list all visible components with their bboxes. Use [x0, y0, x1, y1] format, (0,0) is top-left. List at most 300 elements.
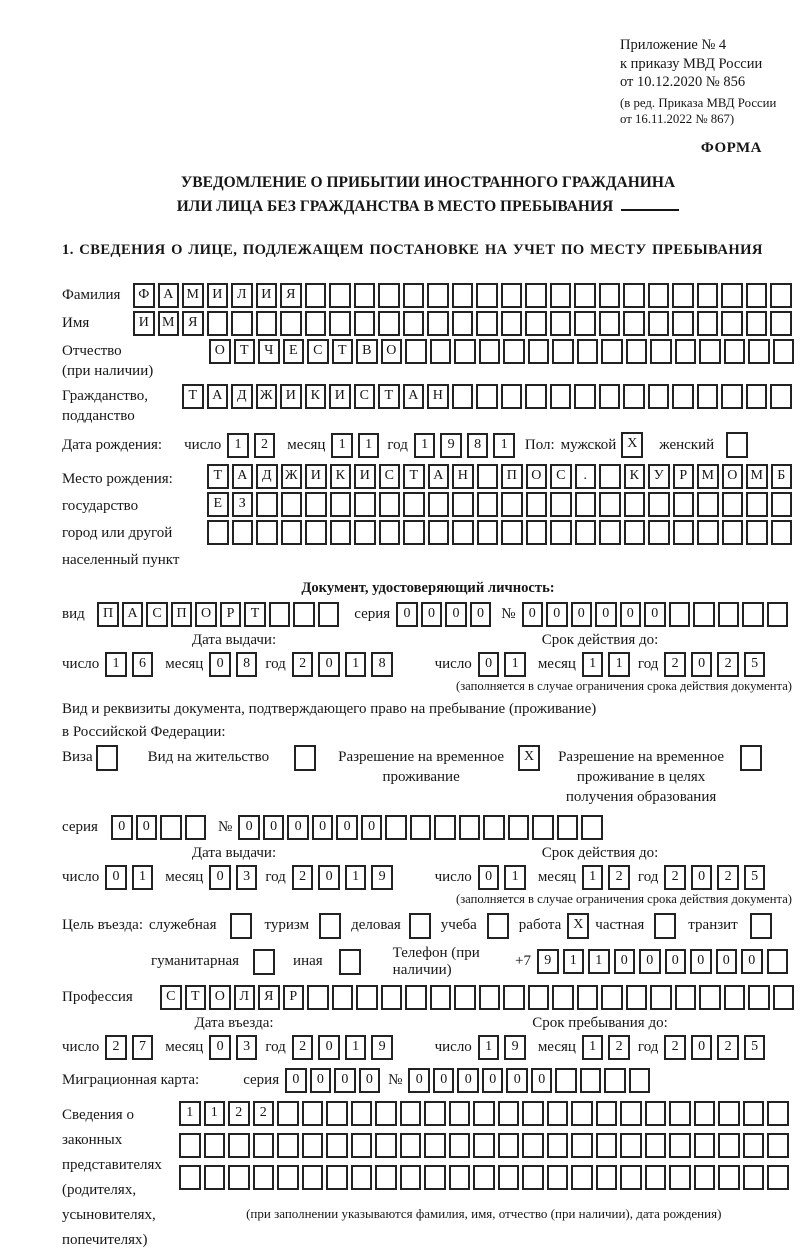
form-cell — [767, 1101, 789, 1126]
form-cell — [626, 339, 648, 364]
form-cell — [629, 1068, 651, 1093]
form-cell — [454, 339, 476, 364]
form-cell — [434, 815, 456, 840]
doc-expiry-note: (заполняется в случае ограничения срока действия документа) — [456, 679, 792, 694]
form-cell — [525, 283, 547, 308]
appendix-line: Приложение № 4 — [620, 37, 727, 53]
form-cell: 9 — [440, 433, 462, 458]
form-cell — [231, 311, 253, 336]
purpose-study-checkbox — [487, 913, 509, 939]
representatives-label: Сведения о законных представителях (родителях, усыновителях, попечителях) — [62, 1106, 162, 1248]
form-cell: 0 — [209, 652, 231, 677]
citizenship-cells — [182, 384, 792, 409]
migration-number-label: № — [388, 1071, 403, 1088]
form-cell — [718, 1101, 740, 1126]
permit-issue-day — [105, 865, 153, 890]
form-cell: 0 — [318, 1035, 340, 1060]
form-cell: А — [232, 464, 254, 489]
day-label: число — [434, 1038, 472, 1055]
residence-permit-option — [148, 745, 316, 771]
form-cell — [721, 283, 743, 308]
form-cell: 0 — [334, 1068, 356, 1093]
form-cell — [552, 985, 574, 1010]
form-cell: О — [381, 339, 403, 364]
section-1-body — [62, 283, 794, 1253]
doc-number-cells — [522, 602, 789, 627]
purpose-option-label: транзит — [688, 917, 738, 934]
form-cell — [550, 283, 572, 308]
form-cell — [726, 432, 748, 458]
form-cell: Р — [673, 464, 695, 489]
form-cell — [96, 745, 118, 771]
month-label: месяц — [537, 1038, 576, 1055]
form-cell — [626, 985, 648, 1010]
form-cell — [718, 1165, 740, 1190]
permit-issue-year — [292, 865, 393, 890]
form-cell — [479, 985, 501, 1010]
form-cell: Е — [283, 339, 305, 364]
form-cell: 7 — [132, 1035, 154, 1060]
form-cell — [179, 1133, 201, 1158]
form-cell — [528, 985, 550, 1010]
form-cell — [293, 602, 315, 627]
purpose-humanitarian-checkbox — [253, 949, 275, 975]
form-cell — [424, 1133, 446, 1158]
form-cell: Т — [378, 384, 400, 409]
form-cell: Ж — [281, 464, 303, 489]
form-cell: 9 — [537, 949, 559, 974]
form-cell: Е — [207, 492, 229, 517]
form-cell: 2 — [717, 652, 739, 677]
edu-permit-checkbox — [740, 745, 762, 771]
form-cell — [479, 339, 501, 364]
doc-valid-year — [664, 652, 765, 677]
form-cell: П — [171, 602, 193, 627]
form-cell: М — [746, 464, 768, 489]
form-cell — [351, 1101, 373, 1126]
title-blank-underline — [621, 209, 679, 211]
identity-document-heading: Документ, удостоверяющий личность: — [301, 580, 555, 597]
visa-option — [62, 745, 118, 771]
form-cell: X — [518, 745, 540, 771]
temp-permit-label: Разрешение на временное проживание — [338, 748, 505, 785]
birth-month-cells — [331, 433, 379, 458]
form-cell: 8 — [371, 652, 393, 677]
permit-issue-month — [209, 865, 257, 890]
purpose-official-checkbox — [230, 913, 252, 939]
form-cell — [473, 1165, 495, 1190]
form-cell — [256, 520, 278, 545]
form-cell — [599, 464, 621, 489]
year-label: год — [637, 868, 659, 885]
form-cell: 0 — [105, 865, 127, 890]
form-cell — [722, 492, 744, 517]
surname-cells — [133, 283, 792, 308]
month-label: месяц — [165, 868, 204, 885]
form-cell — [305, 520, 327, 545]
form-cell: 0 — [209, 865, 231, 890]
residence-doc-paragraph: Вид и реквизиты документа, подтверждающего право на пребывание (проживание) в Российской Федерации: — [62, 701, 597, 741]
form-cell — [356, 985, 378, 1010]
profession-label: Профессия — [62, 988, 133, 1005]
form-cell — [379, 492, 401, 517]
form-cell: С — [550, 464, 572, 489]
form-cell: Д — [256, 464, 278, 489]
form-cell — [449, 1133, 471, 1158]
form-cell: 1 — [204, 1101, 226, 1126]
form-cell — [207, 520, 229, 545]
doc-valid-col — [406, 632, 794, 694]
form-cell — [574, 311, 596, 336]
birth-date-row — [62, 432, 794, 458]
month-label: месяц — [165, 656, 204, 673]
form-cell: 0 — [522, 602, 544, 627]
form-cell — [430, 339, 452, 364]
form-cell — [697, 384, 719, 409]
form-cell — [452, 492, 474, 517]
form-cell — [403, 520, 425, 545]
form-cell: Т — [332, 339, 354, 364]
form-cell: 1 — [582, 652, 604, 677]
form-cell — [329, 311, 351, 336]
year-label: год — [265, 868, 286, 885]
form-cell: М — [182, 283, 204, 308]
visa-label: Виза — [62, 748, 93, 765]
form-cell: У — [648, 464, 670, 489]
form-cell: 0 — [136, 815, 158, 840]
form-cell — [428, 492, 450, 517]
form-cell: П — [97, 602, 119, 627]
year-label: год — [637, 656, 659, 673]
form-cell — [228, 1133, 250, 1158]
form-cell — [501, 311, 523, 336]
form-cell — [577, 339, 599, 364]
form-cell — [473, 1101, 495, 1126]
identity-document-row — [62, 602, 794, 627]
form-cell: 0 — [620, 602, 642, 627]
day-label: число — [62, 1038, 100, 1055]
form-cell: З — [232, 492, 254, 517]
form-cell — [428, 520, 450, 545]
form-cell — [648, 283, 670, 308]
form-cell — [501, 492, 523, 517]
permit-expiry-note: (заполняется в случае ограничения срока действия документа) — [456, 891, 792, 906]
form-cell — [330, 520, 352, 545]
form-cell — [477, 464, 499, 489]
purpose-option-label: служебная — [148, 917, 217, 934]
form-cell: К — [330, 464, 352, 489]
form-cell — [400, 1165, 422, 1190]
birth-place-label: Место рождения: государство город или другой населенный пункт — [62, 471, 180, 569]
form-cell: 1 — [179, 1101, 201, 1126]
form-cell — [675, 339, 697, 364]
month-label: месяц — [165, 1038, 204, 1055]
form-cell — [403, 283, 425, 308]
form-cell — [326, 1165, 348, 1190]
form-cell — [525, 384, 547, 409]
profession-row — [62, 985, 794, 1010]
form-cell — [424, 1165, 446, 1190]
purpose-option-label: работа — [518, 917, 562, 934]
form-cell — [526, 520, 548, 545]
stay-until-title: Срок пребывания до: — [532, 1014, 668, 1031]
migration-series-cells — [285, 1068, 380, 1093]
form-cell: И — [329, 384, 351, 409]
form-cell: 0 — [531, 1068, 553, 1093]
form-cell — [547, 1133, 569, 1158]
birth-place-line-1 — [207, 464, 792, 489]
permit-valid-title: Срок действия до: — [541, 844, 659, 861]
form-cell — [571, 1101, 593, 1126]
migration-card-label: Миграционная карта: — [62, 1071, 200, 1088]
form-cell — [669, 1133, 691, 1158]
form-cell: 0 — [318, 865, 340, 890]
form-cell: Н — [452, 464, 474, 489]
form-cell — [580, 1068, 602, 1093]
form-cell — [522, 1101, 544, 1126]
form-cell: М — [697, 464, 719, 489]
edition-line: от 16.11.2022 № 867) — [620, 111, 735, 126]
form-cell: Л — [234, 985, 256, 1010]
form-cell: О — [722, 464, 744, 489]
form-cell — [207, 311, 229, 336]
form-cell — [476, 311, 498, 336]
form-cell — [501, 384, 523, 409]
form-cell: 1 — [504, 865, 526, 890]
form-cell: 1 — [588, 949, 610, 974]
purpose-label: Цель въезда: — [62, 917, 143, 934]
form-cell — [403, 492, 425, 517]
form-cell — [746, 384, 768, 409]
form-cell — [351, 1165, 373, 1190]
form-cell: О — [526, 464, 548, 489]
form-cell: 0 — [691, 1035, 713, 1060]
form-cell — [318, 602, 340, 627]
form-cell — [375, 1165, 397, 1190]
form-cell — [555, 1068, 577, 1093]
form-cell: 5 — [744, 1035, 766, 1060]
form-cell — [427, 283, 449, 308]
entry-year — [292, 1035, 393, 1060]
permit-issue-group — [62, 865, 406, 890]
form-cell — [354, 520, 376, 545]
form-cell — [522, 1165, 544, 1190]
form-cell — [699, 339, 721, 364]
purpose-option-label: частная — [595, 917, 645, 934]
form-cell — [648, 311, 670, 336]
form-cell — [302, 1101, 324, 1126]
permit-valid-month — [582, 865, 630, 890]
form-cell — [459, 815, 481, 840]
entry-date-title: Дата въезда: — [194, 1014, 274, 1031]
form-cell: И — [133, 311, 155, 336]
form-cell: 0 — [470, 602, 492, 627]
year-label: год — [637, 1038, 659, 1055]
form-cell: А — [122, 602, 144, 627]
form-cell: 1 — [582, 1035, 604, 1060]
form-cell: 1 — [105, 652, 127, 677]
form-cell: 2 — [253, 1101, 275, 1126]
form-cell: 1 — [345, 652, 367, 677]
form-cell: С — [307, 339, 329, 364]
form-cell — [269, 602, 291, 627]
day-label: число — [62, 868, 100, 885]
form-cell — [743, 1165, 765, 1190]
form-cell — [557, 815, 579, 840]
form-word-label: ФОРМА — [700, 139, 762, 156]
form-cell — [773, 339, 795, 364]
entry-date-col — [62, 1015, 406, 1060]
form-cell: 0 — [482, 1068, 504, 1093]
form-cell — [624, 492, 646, 517]
month-label: месяц — [537, 868, 576, 885]
form-cell: Т — [185, 985, 207, 1010]
form-cell: 1 — [504, 652, 526, 677]
doc-issue-title: Дата выдачи: — [191, 632, 277, 649]
form-cell: 2 — [254, 433, 276, 458]
form-cell — [256, 492, 278, 517]
residence-permit-checkbox — [294, 745, 316, 771]
form-cell — [477, 492, 499, 517]
form-cell — [487, 913, 509, 939]
form-cell: В — [356, 339, 378, 364]
representatives-line-1 — [179, 1101, 789, 1126]
form-cell — [547, 1101, 569, 1126]
doc-issue-day — [105, 652, 153, 677]
form-cell — [623, 283, 645, 308]
form-cell — [596, 1133, 618, 1158]
form-cell — [532, 815, 554, 840]
form-cell — [623, 311, 645, 336]
form-cell: . — [575, 464, 597, 489]
form-cell — [697, 311, 719, 336]
purpose-work-checkbox — [567, 913, 589, 939]
form-cell: 0 — [408, 1068, 430, 1093]
form-cell — [770, 283, 792, 308]
residence-doc-options-row — [62, 745, 794, 807]
form-cell — [767, 602, 789, 627]
form-cell: 2 — [292, 1035, 314, 1060]
form-cell — [672, 384, 694, 409]
form-cell — [750, 913, 772, 939]
form-cell — [354, 311, 376, 336]
form-cell: 1 — [345, 865, 367, 890]
form-cell — [669, 1101, 691, 1126]
birth-date-label: Дата рождения: — [62, 436, 163, 453]
doc-issue-month — [209, 652, 257, 677]
form-cell: 5 — [744, 652, 766, 677]
day-label: число — [434, 868, 472, 885]
form-cell — [375, 1101, 397, 1126]
form-cell: 0 — [595, 602, 617, 627]
form-cell: 9 — [504, 1035, 526, 1060]
form-cell — [650, 985, 672, 1010]
form-cell — [498, 1101, 520, 1126]
purpose-humanitarian-label: гуманитарная — [151, 953, 240, 970]
day-label: число — [184, 436, 222, 453]
form-cell — [673, 520, 695, 545]
form-cell: И — [207, 283, 229, 308]
form-cell: 0 — [361, 815, 383, 840]
form-cell: 2 — [664, 865, 686, 890]
form-cell: Ф — [133, 283, 155, 308]
form-cell: С — [379, 464, 401, 489]
form-cell — [694, 1165, 716, 1190]
form-cell: И — [280, 384, 302, 409]
form-cell: Т — [244, 602, 266, 627]
form-cell: 0 — [238, 815, 260, 840]
form-cell — [601, 339, 623, 364]
citizenship-row — [62, 384, 794, 426]
form-cell: С — [160, 985, 182, 1010]
form-cell — [648, 492, 670, 517]
form-cell — [645, 1101, 667, 1126]
form-cell — [339, 949, 361, 975]
form-cell: 0 — [111, 815, 133, 840]
form-cell — [645, 1165, 667, 1190]
form-cell — [400, 1101, 422, 1126]
form-cell — [620, 1101, 642, 1126]
purpose-other-label: иная — [293, 953, 323, 970]
stay-until-group — [406, 1035, 794, 1060]
form-cell: 2 — [292, 865, 314, 890]
form-cell — [718, 1133, 740, 1158]
form-cell — [574, 384, 596, 409]
birth-place-line-3 — [207, 520, 792, 545]
permit-series-row — [62, 815, 794, 840]
form-cell: 2 — [717, 1035, 739, 1060]
day-label: число — [434, 656, 472, 673]
form-cell: 0 — [691, 865, 713, 890]
form-cell — [410, 815, 432, 840]
form-cell — [571, 1133, 593, 1158]
form-cell: 1 — [563, 949, 585, 974]
form-cell: 0 — [571, 602, 593, 627]
form-cell — [742, 602, 764, 627]
permit-number-label: № — [218, 818, 233, 835]
doc-valid-title: Срок действия до: — [541, 632, 659, 649]
form-cell — [604, 1068, 626, 1093]
form-cell — [767, 1133, 789, 1158]
form-cell: О — [209, 985, 231, 1010]
form-cell: 8 — [467, 433, 489, 458]
form-cell — [575, 520, 597, 545]
form-cell: И — [354, 464, 376, 489]
form-cell — [550, 311, 572, 336]
form-cell — [375, 1133, 397, 1158]
permit-series-cells — [111, 815, 206, 840]
form-cell — [277, 1101, 299, 1126]
form-cell: А — [158, 283, 180, 308]
form-cell — [596, 1101, 618, 1126]
form-cell — [326, 1101, 348, 1126]
residence-permit-label: Вид на жительство — [147, 748, 270, 765]
year-label: год — [265, 656, 286, 673]
form-cell — [550, 520, 572, 545]
form-cell: А — [403, 384, 425, 409]
appendix-block — [620, 36, 796, 92]
representatives-cells — [179, 1101, 789, 1222]
form-cell — [673, 492, 695, 517]
form-cell — [424, 1101, 446, 1126]
form-cell — [501, 283, 523, 308]
form-cell — [409, 913, 431, 939]
form-cell: 0 — [546, 602, 568, 627]
form-cell — [672, 283, 694, 308]
form-cell: 1 — [132, 865, 154, 890]
form-cell — [669, 602, 691, 627]
form-cell: И — [256, 283, 278, 308]
